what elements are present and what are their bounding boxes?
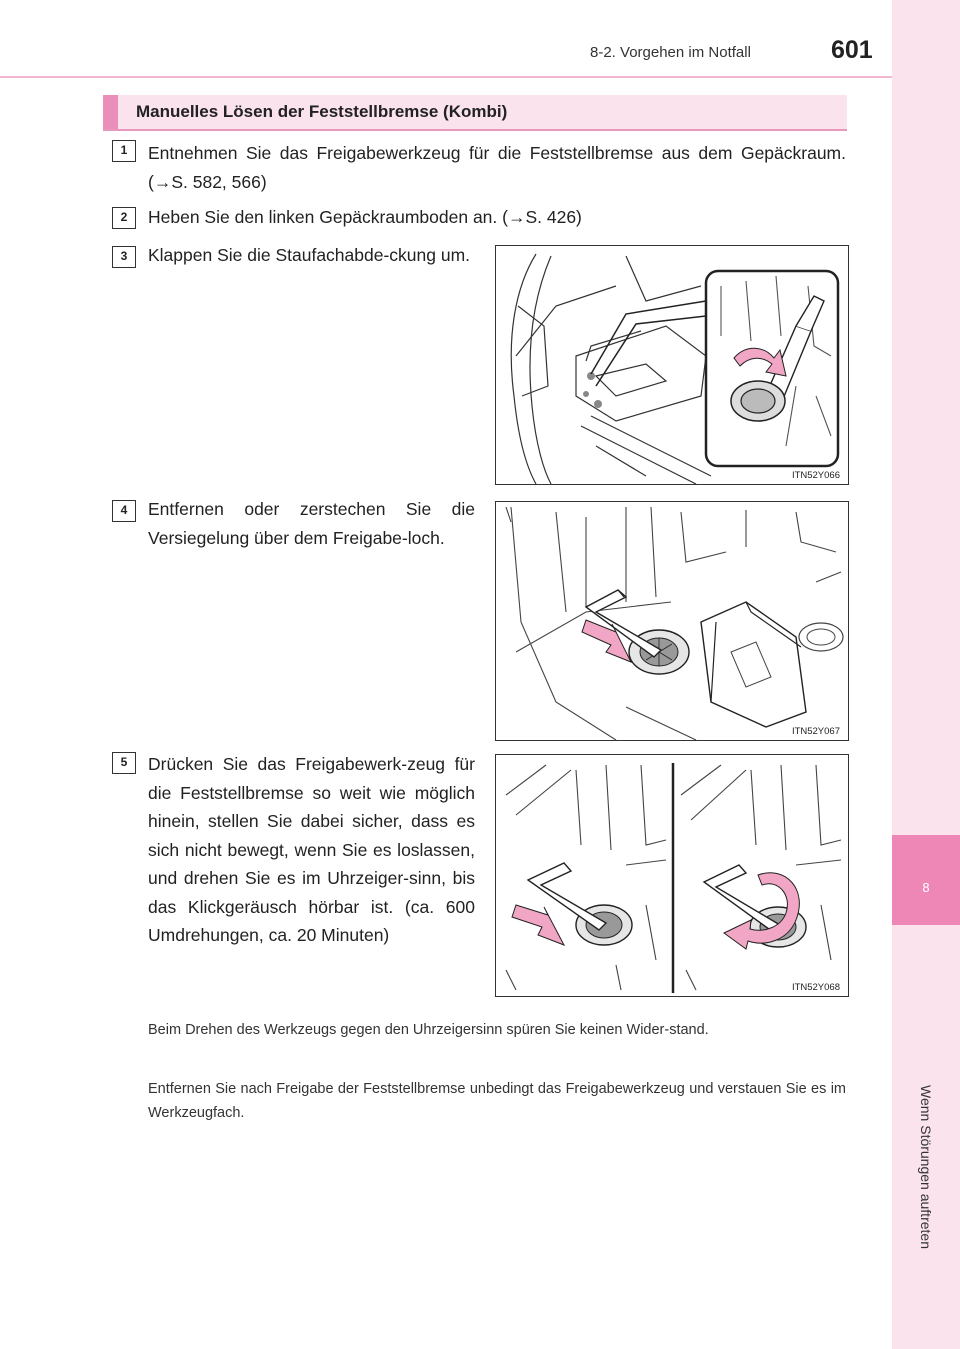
step-1-text: Entnehmen Sie das Freigabewerkzeug für die Feststellbremse aus dem Gepäckraum. (→S. 582, 566) [148,143,846,192]
figure-trunk-cover [495,245,849,485]
figure-turn-tool [495,754,849,997]
section-label: 8-2. Vorgehen im Notfall [590,44,751,61]
section-title: Manuelles Lösen der Feststellbremse (Kombi) [136,102,508,121]
release-hole-illustration [496,502,849,741]
figure-release-hole [495,501,849,741]
step-5-text: Drücken Sie das Freigabewerk-zeug für die Feststellbremse so weit wie möglich hinein, stellen Sie dabei sicher, dass es sich nicht bewegt, wenn Sie es loslassen, und drehen Sie es im Uhrzeiger-sinn, bis das Klickgeräusch hörbar ist. (ca. 600 Umdrehungen, ca. 20 Minuten) [148,754,475,945]
page-number: 601 [831,36,873,64]
title-accent [103,95,118,129]
chapter-number: 8 [922,880,930,895]
note-stow-tool: Entfernen Sie nach Freigabe der Feststellbremse unbedingt das Freigabewerkzeug und verstauen Sie es im Werkzeugfach. [148,1081,846,1121]
chapter-title: Wenn Störungen auftreten [918,1085,934,1249]
header-divider [0,76,892,78]
step-4-text: Entfernen oder zerstechen Sie die Versiegelung über dem Freigabe-loch. [148,499,475,548]
step-3-badge: 3 [112,246,136,268]
step-4-badge: 4 [112,500,136,522]
step-1-badge: 1 [112,140,136,162]
step-2-text: Heben Sie den linken Gepäckraumboden an. (→S. 426) [148,207,582,227]
section-title-bar [103,95,847,131]
trunk-cover-illustration [496,246,849,485]
chapter-sidebar [892,0,960,1349]
step-3-text: Klappen Sie die Staufachabde-ckung um. [148,245,471,265]
note-counterclockwise: Beim Drehen des Werkzeugs gegen den Uhrzeigersinn spüren Sie keinen Wider-stand. [148,1022,709,1038]
figure-code-1: ITN52Y066 [791,470,840,481]
turn-tool-illustration [496,755,849,997]
figure-code-2: ITN52Y067 [791,726,840,737]
figure-code-3: ITN52Y068 [791,982,840,993]
step-2-badge: 2 [112,207,136,229]
step-5-badge: 5 [112,752,136,774]
